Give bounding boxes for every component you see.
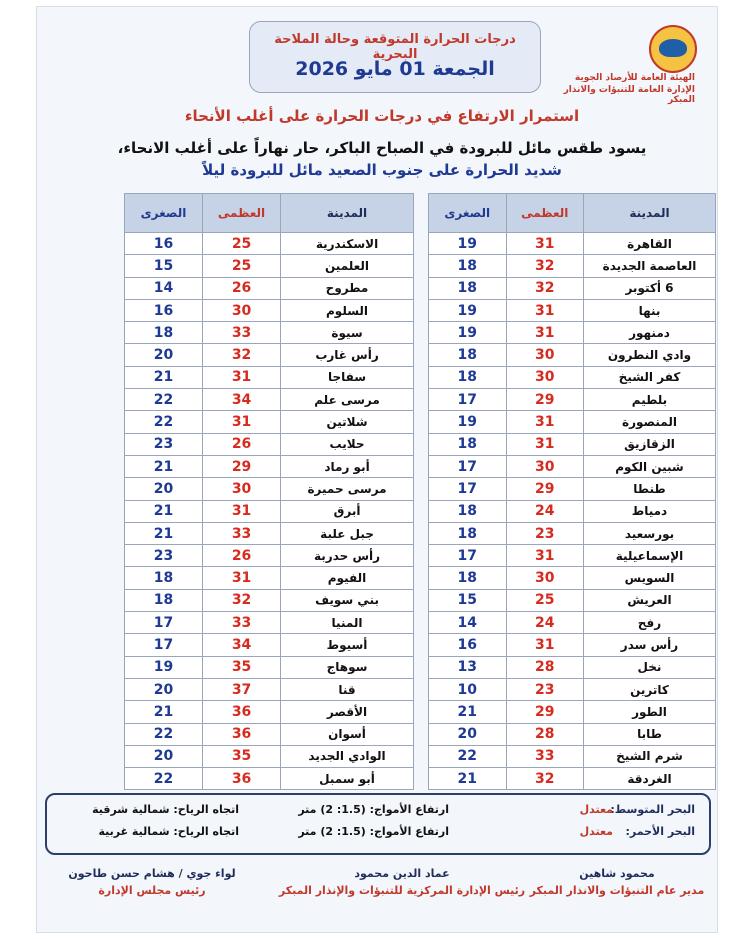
table-row bbox=[125, 433, 414, 455]
max-temp-cell: 29 bbox=[506, 478, 583, 500]
city-cell: العاصمة الجديدة bbox=[583, 255, 715, 277]
forecast-text-2: شديد الحرارة على جنوب الصعيد مائل للبرودة ليلاً bbox=[202, 161, 562, 179]
min-temp-cell: 21 bbox=[125, 701, 203, 723]
max-temp-cell: 30 bbox=[506, 455, 583, 477]
max-temp-cell: 26 bbox=[203, 433, 281, 455]
city-cell: دمنهور bbox=[583, 322, 715, 344]
org-department: الإدارة العامة للتنبؤات والانذار المبكر bbox=[563, 85, 695, 105]
table-row bbox=[125, 255, 414, 277]
max-temp-cell: 32 bbox=[203, 589, 281, 611]
max-temp-cell: 36 bbox=[203, 768, 281, 790]
table-row bbox=[125, 455, 414, 477]
city-cell: 6 أكتوبر bbox=[583, 277, 715, 299]
max-temp-cell: 24 bbox=[506, 500, 583, 522]
city-cell: بني سويف bbox=[281, 589, 414, 611]
title-subject: درجات الحرارة المتوقعة وحالة الملاحة البحرية bbox=[274, 32, 516, 62]
min-temp-cell: 17 bbox=[429, 545, 507, 567]
max-temp-cell: 32 bbox=[506, 255, 583, 277]
min-temp-cell: 17 bbox=[429, 455, 507, 477]
max-temp-cell: 28 bbox=[506, 656, 583, 678]
table-row bbox=[429, 701, 716, 723]
org-name: الهيئة العامة للأرصاد الجوية bbox=[574, 73, 695, 83]
temperature-table-left bbox=[124, 193, 414, 790]
ema-logo-icon bbox=[649, 25, 697, 73]
min-temp-cell: 17 bbox=[125, 634, 203, 656]
city-cell: العلمين bbox=[281, 255, 414, 277]
column-header-max: العظمى bbox=[203, 194, 281, 233]
max-temp-cell: 33 bbox=[203, 322, 281, 344]
min-temp-cell: 19 bbox=[429, 299, 507, 321]
min-temp-cell: 19 bbox=[429, 322, 507, 344]
signatory-name: لواء جوي / هشام حسن طاحون bbox=[68, 867, 236, 880]
city-cell: أبرق bbox=[281, 500, 414, 522]
max-temp-cell: 32 bbox=[506, 768, 583, 790]
min-temp-cell: 21 bbox=[125, 366, 203, 388]
city-cell: الاسكندرية bbox=[281, 233, 414, 255]
city-cell: العريش bbox=[583, 589, 715, 611]
column-header-min: الصغرى bbox=[429, 194, 507, 233]
min-temp-cell: 18 bbox=[429, 500, 507, 522]
max-temp-cell: 36 bbox=[203, 701, 281, 723]
max-temp-cell: 26 bbox=[203, 545, 281, 567]
max-temp-cell: 29 bbox=[203, 455, 281, 477]
city-cell: وادي النطرون bbox=[583, 344, 715, 366]
min-temp-cell: 20 bbox=[125, 678, 203, 700]
min-temp-cell: 13 bbox=[429, 656, 507, 678]
sea-name: البحر الأحمر: bbox=[625, 825, 695, 838]
city-cell: أسوان bbox=[281, 723, 414, 745]
sea-state: معتدل bbox=[579, 825, 613, 838]
city-cell: مرسى حميرة bbox=[281, 478, 414, 500]
table-row bbox=[429, 589, 716, 611]
table-row bbox=[125, 768, 414, 790]
min-temp-cell: 18 bbox=[429, 277, 507, 299]
min-temp-cell: 18 bbox=[429, 366, 507, 388]
min-temp-cell: 22 bbox=[125, 768, 203, 790]
table-row bbox=[125, 522, 414, 544]
max-temp-cell: 26 bbox=[203, 277, 281, 299]
city-cell: سوهاج bbox=[281, 656, 414, 678]
column-header-max: العظمى bbox=[506, 194, 583, 233]
min-temp-cell: 17 bbox=[429, 389, 507, 411]
min-temp-cell: 14 bbox=[125, 277, 203, 299]
min-temp-cell: 18 bbox=[429, 433, 507, 455]
temperature-table-right bbox=[428, 193, 716, 790]
max-temp-cell: 31 bbox=[203, 567, 281, 589]
sea-conditions-box bbox=[45, 793, 711, 855]
city-cell: الزقازيق bbox=[583, 433, 715, 455]
signatory-title: مدير عام التنبؤات والانذار المبكر bbox=[529, 884, 705, 897]
city-cell: كفر الشيخ bbox=[583, 366, 715, 388]
forecast-sheet bbox=[36, 6, 718, 933]
signatory-name: عماد الدين محمود bbox=[354, 867, 450, 880]
signatory-title: رئيس الإدارة المركزية للتنبؤات والإنذار المبكر bbox=[278, 884, 526, 897]
min-temp-cell: 18 bbox=[429, 567, 507, 589]
city-cell: الإسماعيلية bbox=[583, 545, 715, 567]
wave-height: ارتفاع الأمواج: (1.5: 2) متر bbox=[298, 803, 449, 816]
max-temp-cell: 31 bbox=[506, 545, 583, 567]
table-row bbox=[429, 634, 716, 656]
city-cell: الغردقة bbox=[583, 768, 715, 790]
min-temp-cell: 15 bbox=[125, 255, 203, 277]
column-header-city: المدينة bbox=[281, 194, 414, 233]
table-row bbox=[429, 344, 716, 366]
signatory-name: محمود شاهين bbox=[579, 867, 655, 880]
city-cell: سيوة bbox=[281, 322, 414, 344]
max-temp-cell: 31 bbox=[506, 634, 583, 656]
wind-direction: اتجاه الرياح: شمالية غربية bbox=[98, 825, 239, 838]
max-temp-cell: 36 bbox=[203, 723, 281, 745]
table-row bbox=[125, 589, 414, 611]
table-row bbox=[125, 745, 414, 767]
max-temp-cell: 32 bbox=[203, 344, 281, 366]
table-row bbox=[125, 678, 414, 700]
city-cell: المنصورة bbox=[583, 411, 715, 433]
city-cell: المنيا bbox=[281, 612, 414, 634]
max-temp-cell: 25 bbox=[203, 255, 281, 277]
min-temp-cell: 22 bbox=[429, 745, 507, 767]
city-cell: رفح bbox=[583, 612, 715, 634]
city-cell: بلطيم bbox=[583, 389, 715, 411]
min-temp-cell: 18 bbox=[429, 255, 507, 277]
min-temp-cell: 16 bbox=[125, 233, 203, 255]
table-row bbox=[429, 366, 716, 388]
table-row bbox=[429, 678, 716, 700]
signature-2 bbox=[277, 867, 527, 897]
max-temp-cell: 32 bbox=[506, 277, 583, 299]
city-cell: مطروح bbox=[281, 277, 414, 299]
max-temp-cell: 31 bbox=[506, 322, 583, 344]
min-temp-cell: 20 bbox=[429, 723, 507, 745]
max-temp-cell: 30 bbox=[203, 299, 281, 321]
min-temp-cell: 22 bbox=[125, 411, 203, 433]
signature-1 bbox=[517, 867, 717, 897]
table-row bbox=[429, 545, 716, 567]
city-cell: أبو رماد bbox=[281, 455, 414, 477]
table-row bbox=[429, 612, 716, 634]
city-cell: أبو سمبل bbox=[281, 768, 414, 790]
city-cell: مرسى علم bbox=[281, 389, 414, 411]
table-row bbox=[429, 255, 716, 277]
min-temp-cell: 21 bbox=[125, 500, 203, 522]
table-row bbox=[125, 322, 414, 344]
column-header-city: المدينة bbox=[583, 194, 715, 233]
city-cell: رأس سدر bbox=[583, 634, 715, 656]
title-date: الجمعة 01 مايو 2026 bbox=[295, 58, 495, 80]
max-temp-cell: 24 bbox=[506, 612, 583, 634]
max-temp-cell: 29 bbox=[506, 389, 583, 411]
city-cell: الطور bbox=[583, 701, 715, 723]
min-temp-cell: 18 bbox=[125, 567, 203, 589]
table-row bbox=[125, 299, 414, 321]
min-temp-cell: 22 bbox=[125, 389, 203, 411]
city-cell: أسيوط bbox=[281, 634, 414, 656]
city-cell: رأس حدربة bbox=[281, 545, 414, 567]
city-cell: السويس bbox=[583, 567, 715, 589]
city-cell: رأس غارب bbox=[281, 344, 414, 366]
table-row bbox=[125, 478, 414, 500]
table-row bbox=[429, 233, 716, 255]
table-row bbox=[429, 433, 716, 455]
forecast-text-1: يسود طقس مائل للبرودة في الصباح الباكر، حار نهاراً على أغلب الانحاء، bbox=[117, 139, 647, 157]
sea-state: معتدل bbox=[579, 803, 613, 816]
max-temp-cell: 25 bbox=[506, 589, 583, 611]
min-temp-cell: 10 bbox=[429, 678, 507, 700]
min-temp-cell: 22 bbox=[125, 723, 203, 745]
city-cell: كاترين bbox=[583, 678, 715, 700]
table-row bbox=[429, 411, 716, 433]
table-row bbox=[429, 522, 716, 544]
max-temp-cell: 31 bbox=[506, 433, 583, 455]
table-row bbox=[125, 277, 414, 299]
table-row bbox=[125, 545, 414, 567]
city-cell: القاهرة bbox=[583, 233, 715, 255]
max-temp-cell: 34 bbox=[203, 389, 281, 411]
table-row bbox=[429, 277, 716, 299]
max-temp-cell: 30 bbox=[506, 366, 583, 388]
min-temp-cell: 17 bbox=[429, 478, 507, 500]
city-cell: طابا bbox=[583, 723, 715, 745]
city-cell: سفاجا bbox=[281, 366, 414, 388]
table-row bbox=[125, 344, 414, 366]
city-cell: طنطا bbox=[583, 478, 715, 500]
city-cell: بنها bbox=[583, 299, 715, 321]
column-header-min: الصغرى bbox=[125, 194, 203, 233]
min-temp-cell: 21 bbox=[125, 522, 203, 544]
max-temp-cell: 28 bbox=[506, 723, 583, 745]
max-temp-cell: 33 bbox=[506, 745, 583, 767]
max-temp-cell: 35 bbox=[203, 745, 281, 767]
min-temp-cell: 19 bbox=[125, 656, 203, 678]
min-temp-cell: 15 bbox=[429, 589, 507, 611]
table-row bbox=[429, 455, 716, 477]
max-temp-cell: 37 bbox=[203, 678, 281, 700]
table-row bbox=[429, 723, 716, 745]
max-temp-cell: 23 bbox=[506, 678, 583, 700]
table-row bbox=[125, 389, 414, 411]
city-cell: الوادي الجديد bbox=[281, 745, 414, 767]
min-temp-cell: 23 bbox=[125, 433, 203, 455]
max-temp-cell: 29 bbox=[506, 701, 583, 723]
max-temp-cell: 31 bbox=[506, 233, 583, 255]
min-temp-cell: 16 bbox=[429, 634, 507, 656]
table-row bbox=[125, 366, 414, 388]
max-temp-cell: 31 bbox=[203, 500, 281, 522]
sea-row-red-sea bbox=[47, 825, 709, 845]
table-row bbox=[125, 500, 414, 522]
city-cell: بورسعيد bbox=[583, 522, 715, 544]
min-temp-cell: 20 bbox=[125, 344, 203, 366]
city-cell: الأقصر bbox=[281, 701, 414, 723]
wave-height: ارتفاع الأمواج: (1.5: 2) متر bbox=[298, 825, 449, 838]
max-temp-cell: 35 bbox=[203, 656, 281, 678]
min-temp-cell: 21 bbox=[429, 701, 507, 723]
table-row bbox=[429, 500, 716, 522]
min-temp-cell: 18 bbox=[429, 522, 507, 544]
city-cell: شلاتين bbox=[281, 411, 414, 433]
city-cell: نخل bbox=[583, 656, 715, 678]
city-cell: حلايب bbox=[281, 433, 414, 455]
min-temp-cell: 14 bbox=[429, 612, 507, 634]
min-temp-cell: 18 bbox=[429, 344, 507, 366]
city-cell: قنا bbox=[281, 678, 414, 700]
city-cell: دمياط bbox=[583, 500, 715, 522]
table-row bbox=[125, 723, 414, 745]
table-row bbox=[429, 567, 716, 589]
title-box bbox=[249, 21, 541, 93]
table-row bbox=[429, 322, 716, 344]
min-temp-cell: 23 bbox=[125, 545, 203, 567]
city-cell: السلوم bbox=[281, 299, 414, 321]
table-row bbox=[125, 233, 414, 255]
signatory-title: رئيس مجلس الإدارة bbox=[98, 884, 206, 897]
max-temp-cell: 31 bbox=[506, 299, 583, 321]
headline: استمرار الارتفاع في درجات الحرارة على أغلب الأنحاء bbox=[184, 107, 580, 125]
table-row bbox=[125, 701, 414, 723]
city-cell: شبين الكوم bbox=[583, 455, 715, 477]
city-cell: جبل علبة bbox=[281, 522, 414, 544]
min-temp-cell: 19 bbox=[429, 233, 507, 255]
min-temp-cell: 18 bbox=[125, 322, 203, 344]
max-temp-cell: 31 bbox=[203, 366, 281, 388]
table-row bbox=[429, 745, 716, 767]
sea-name: البحر المتوسط: bbox=[610, 803, 695, 816]
max-temp-cell: 30 bbox=[203, 478, 281, 500]
min-temp-cell: 17 bbox=[125, 612, 203, 634]
min-temp-cell: 20 bbox=[125, 745, 203, 767]
max-temp-cell: 33 bbox=[203, 522, 281, 544]
table-row bbox=[125, 411, 414, 433]
city-cell: شرم الشيخ bbox=[583, 745, 715, 767]
sea-row-mediterranean bbox=[47, 803, 709, 823]
max-temp-cell: 25 bbox=[203, 233, 281, 255]
table-row bbox=[125, 656, 414, 678]
wind-direction: اتجاه الرياح: شمالية شرقية bbox=[92, 803, 239, 816]
min-temp-cell: 21 bbox=[429, 768, 507, 790]
city-cell: الفيوم bbox=[281, 567, 414, 589]
max-temp-cell: 31 bbox=[203, 411, 281, 433]
table-row bbox=[429, 478, 716, 500]
table-row bbox=[429, 768, 716, 790]
max-temp-cell: 31 bbox=[506, 411, 583, 433]
min-temp-cell: 18 bbox=[125, 589, 203, 611]
min-temp-cell: 21 bbox=[125, 455, 203, 477]
min-temp-cell: 16 bbox=[125, 299, 203, 321]
signature-3 bbox=[47, 867, 257, 897]
max-temp-cell: 33 bbox=[203, 612, 281, 634]
max-temp-cell: 30 bbox=[506, 344, 583, 366]
table-row bbox=[125, 634, 414, 656]
min-temp-cell: 20 bbox=[125, 478, 203, 500]
max-temp-cell: 23 bbox=[506, 522, 583, 544]
table-row bbox=[125, 567, 414, 589]
table-row bbox=[429, 299, 716, 321]
table-row bbox=[429, 389, 716, 411]
table-row bbox=[429, 656, 716, 678]
max-temp-cell: 34 bbox=[203, 634, 281, 656]
min-temp-cell: 19 bbox=[429, 411, 507, 433]
max-temp-cell: 30 bbox=[506, 567, 583, 589]
table-row bbox=[125, 612, 414, 634]
